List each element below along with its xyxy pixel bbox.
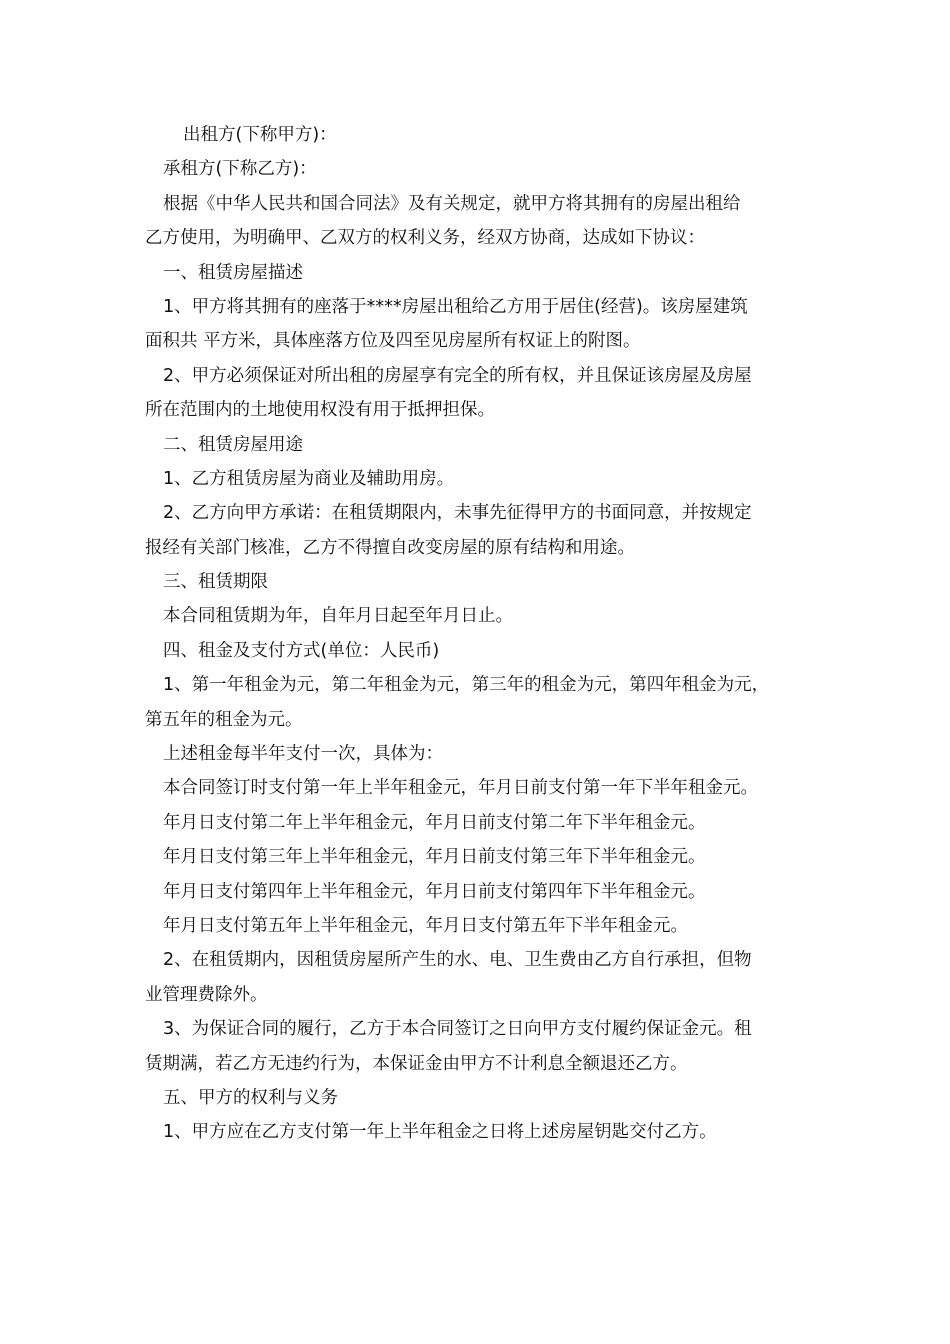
- document-body: [145, 118, 820, 1150]
- payment-schedule-line: 年月日支付第五年上半年租金元，年月日支付第五年下半年租金元。: [163, 915, 688, 936]
- paragraph-line: 赁期满，若乙方无违约行为，本保证金由甲方不计利息全额退还乙方。: [145, 1053, 688, 1074]
- paragraph-line: 业管理费除外。: [145, 984, 268, 1005]
- paragraph-line: 第五年的租金为元。: [145, 709, 303, 730]
- paragraph-line: 1、甲方将其拥有的座落于****房屋出租给乙方用于居住(经营)。该房屋建筑: [163, 296, 748, 317]
- paragraph-line: 乙方使用，为明确甲、乙双方的权利义务，经双方协商，达成如下协议：: [145, 228, 705, 249]
- paragraph-line: 1、乙方租赁房屋为商业及辅助用房。: [163, 468, 455, 489]
- lessee-line: 承租方(下称乙方)：: [163, 159, 317, 180]
- payment-schedule-line: 年月日支付第三年上半年租金元，年月日前支付第三年下半年租金元。: [163, 847, 706, 868]
- lessor-line: 出租方(下称甲方)：: [183, 125, 337, 145]
- section-heading: 三、租赁期限: [163, 572, 268, 593]
- paragraph-line: 根据《中华人民共和国合同法》及有关规定，就甲方将其拥有的房屋出租给: [163, 193, 741, 214]
- payment-schedule-line: 年月日支付第二年上半年租金元，年月日前支付第二年下半年租金元。: [163, 812, 706, 833]
- paragraph-line: 上述租金每半年支付一次，具体为：: [163, 744, 443, 765]
- section-heading: 二、租赁房屋用途: [163, 434, 303, 455]
- paragraph-line: 2、在租赁期内，因租赁房屋所产生的水、电、卫生费由乙方自行承担，但物: [163, 950, 752, 971]
- paragraph-line: 报经有关部门核准，乙方不得擅自改变房屋的原有结构和用途。: [145, 537, 635, 558]
- paragraph-line: 2、乙方向甲方承诺：在租赁期限内，未事先征得甲方的书面同意，并按规定: [163, 503, 752, 524]
- section-heading: 一、租赁房屋描述: [163, 262, 303, 283]
- paragraph-line: 本合同租赁期为年，自年月日起至年月日止。: [163, 606, 513, 627]
- section-heading: 四、租金及支付方式(单位：人民币): [163, 640, 440, 661]
- paragraph-line: 1、甲方应在乙方支付第一年上半年租金之日将上述房屋钥匙交付乙方。: [163, 1122, 717, 1143]
- paragraph-line: 所在范围内的土地使用权没有用于抵押担保。: [145, 400, 495, 421]
- section-heading: 五、甲方的权利与义务: [163, 1087, 338, 1108]
- paragraph-line: 3、为保证合同的履行，乙方于本合同签订之日向甲方支付履约保证金元。租: [163, 1019, 752, 1040]
- paragraph-line: 2、甲方必须保证对所出租的房屋享有完全的所有权，并且保证该房屋及房屋: [163, 365, 752, 386]
- paragraph-line: 1、第一年租金为元，第二年租金为元，第三年的租金为元，第四年租金为元，: [163, 675, 770, 696]
- paragraph-line: 面积共 平方米，具体座落方位及四至见房屋所有权证上的附图。: [145, 331, 641, 352]
- payment-schedule-line: 年月日支付第四年上半年租金元，年月日前支付第四年下半年租金元。: [163, 881, 706, 902]
- payment-schedule-line: 本合同签订时支付第一年上半年租金元，年月日前支付第一年下半年租金元。: [163, 778, 758, 799]
